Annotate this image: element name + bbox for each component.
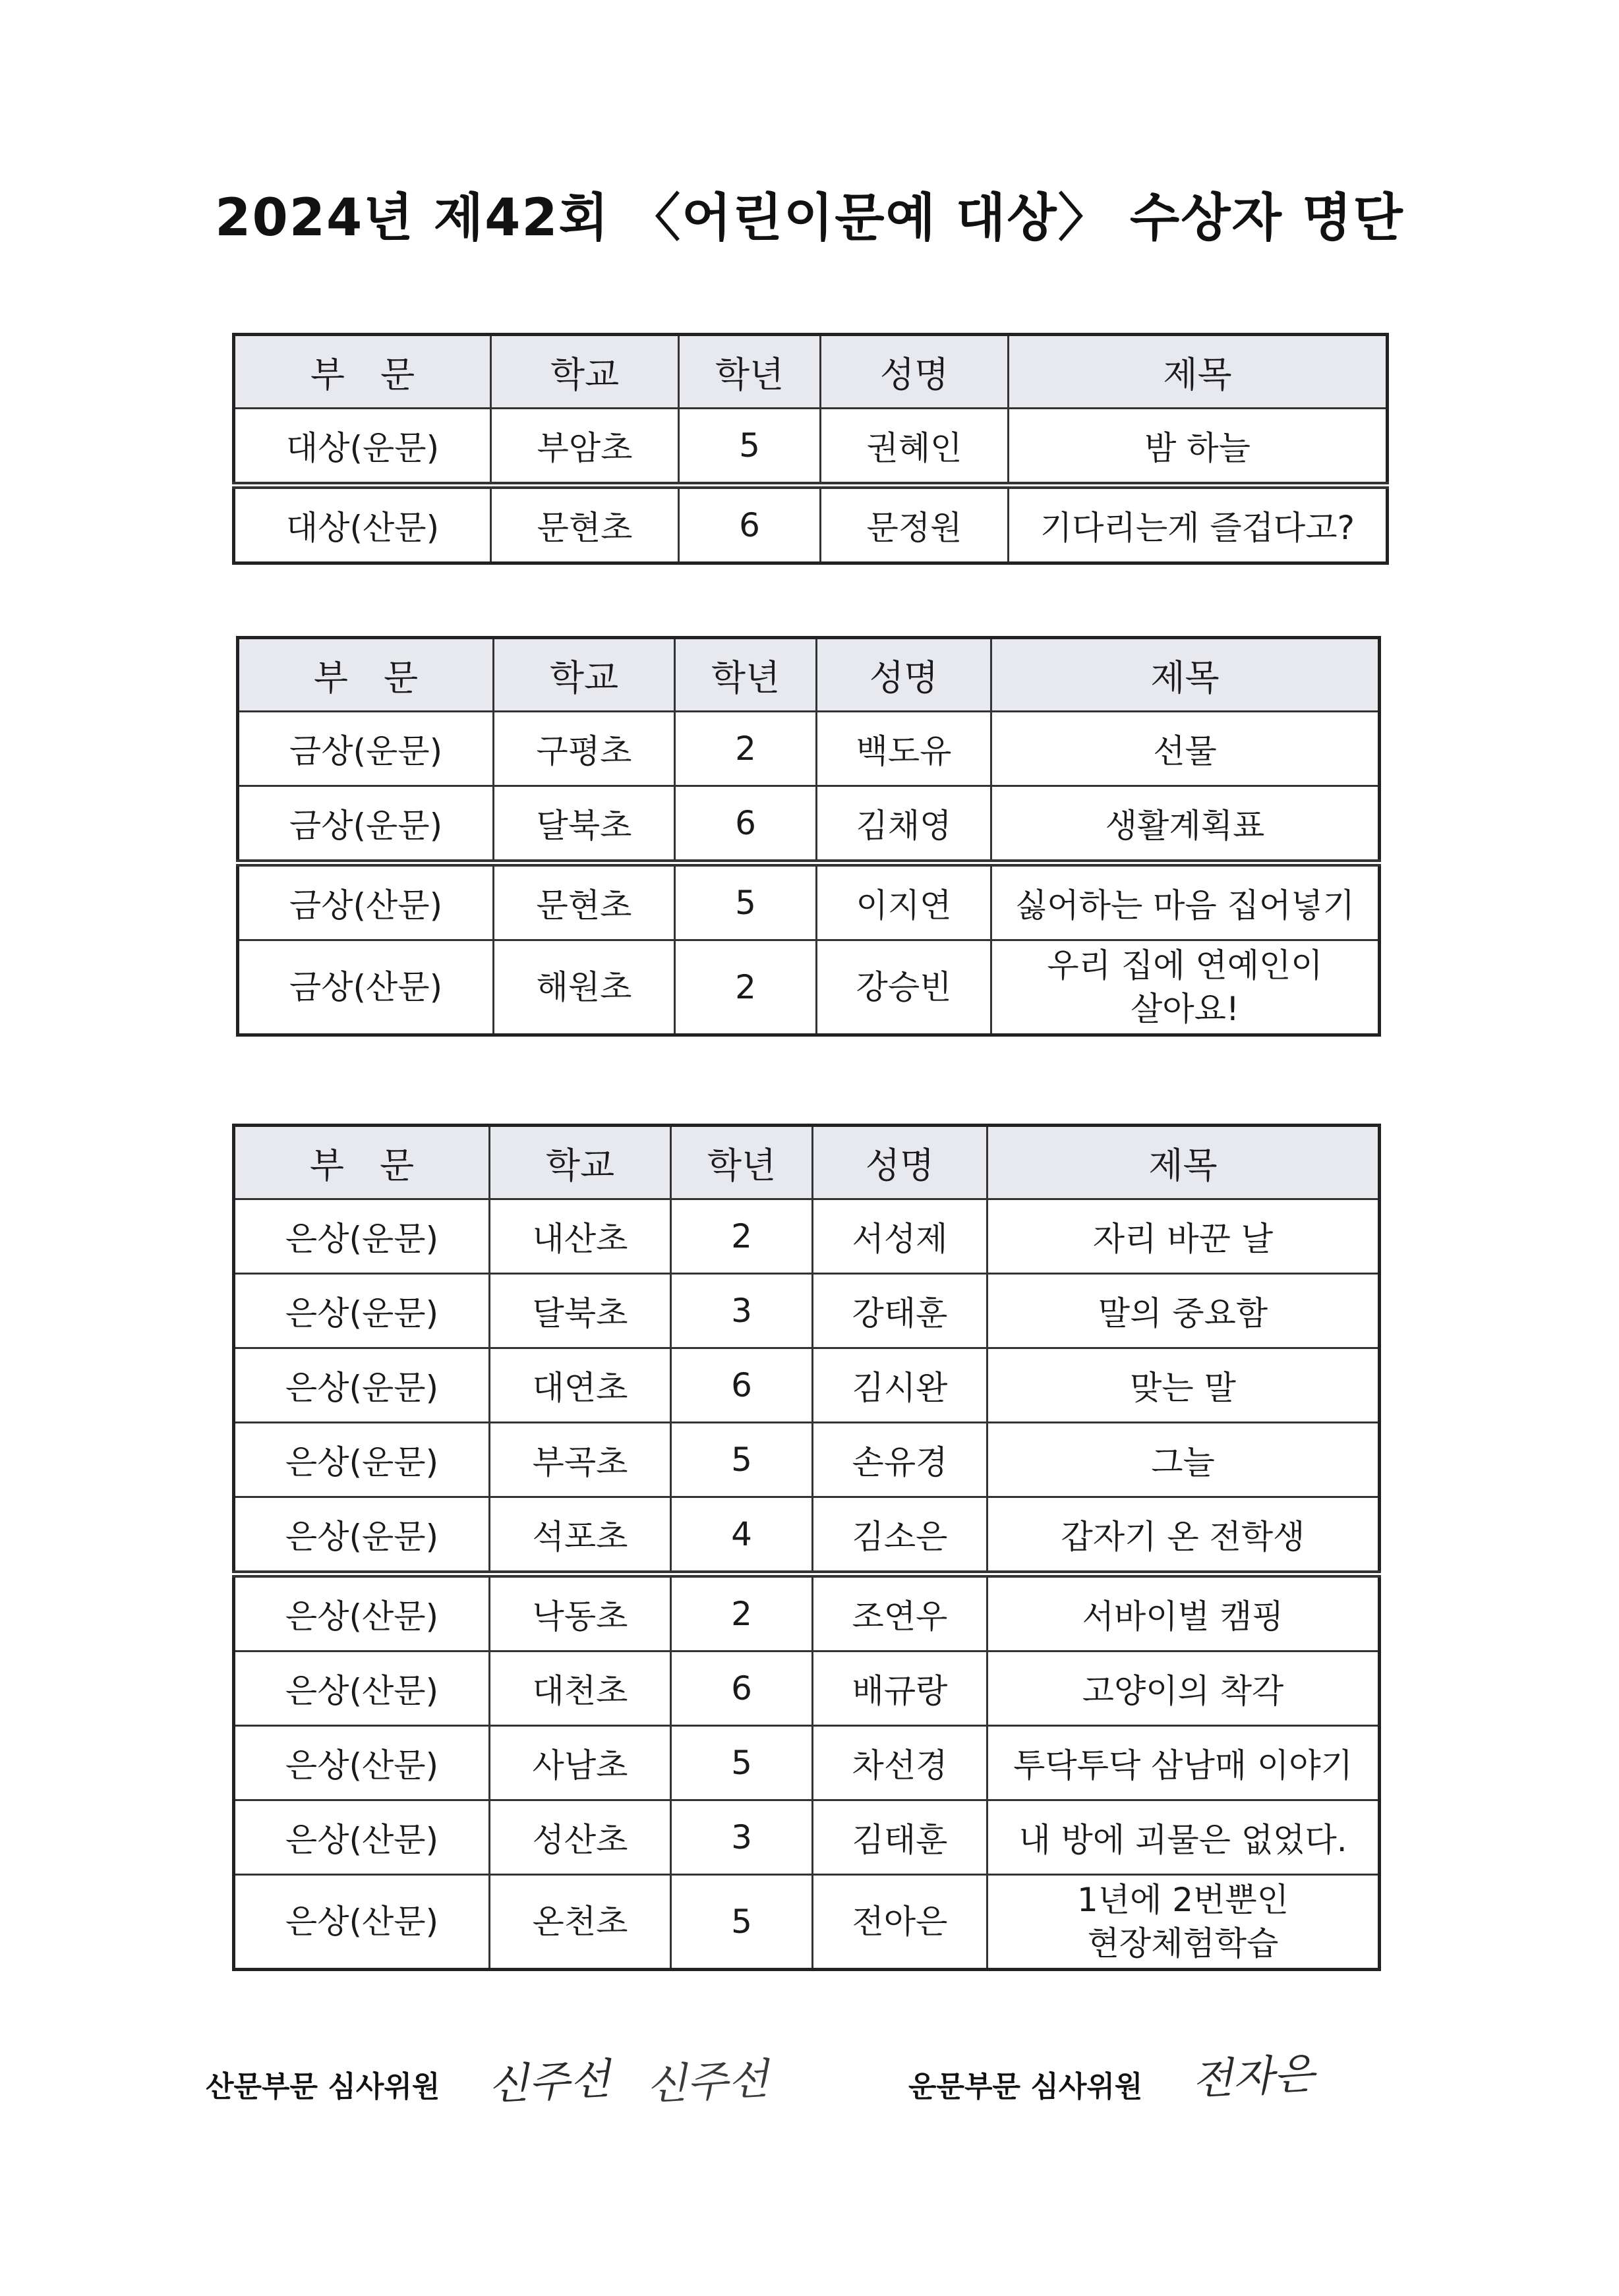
cell-grade: 5	[671, 1726, 813, 1800]
cell-name: 손유경	[813, 1423, 987, 1497]
cell-title-line: 현장체험학습	[1087, 1924, 1279, 1963]
cell-name: 서성제	[813, 1199, 987, 1274]
cell-grade: 2	[675, 940, 817, 1035]
cell-grade: 2	[675, 712, 817, 786]
cell-grade: 6	[671, 1348, 813, 1423]
cell-grade: 5	[675, 863, 817, 940]
header-school: 학교	[494, 638, 675, 712]
cell-name: 강승빈	[817, 940, 991, 1035]
table-header-row	[238, 638, 1380, 712]
cell-name: 이지연	[817, 863, 991, 940]
cell-grade: 6	[679, 486, 821, 563]
header-grade: 학년	[671, 1126, 813, 1199]
cell-title-line: 살아요!	[1131, 990, 1239, 1028]
silver-prize-table	[232, 1124, 1381, 1971]
cell-title: 생활계획표	[991, 786, 1380, 863]
cell-grade: 6	[675, 786, 817, 863]
gold-prize-table	[236, 636, 1381, 1037]
cell-school: 구평초	[494, 712, 675, 786]
table-row	[234, 1574, 1380, 1651]
cell-title: 말의 중요함	[987, 1274, 1380, 1348]
cell-name: 김시완	[813, 1348, 987, 1423]
cell-division: 금상(운문)	[238, 786, 494, 863]
header-title: 제목	[1009, 335, 1388, 409]
page-title: 2024년 제42회 〈어린이문예 대상〉 수상자 명단	[215, 188, 1404, 248]
cell-school: 문현초	[494, 863, 675, 940]
cell-division: 은상(산문)	[234, 1574, 490, 1651]
cell-grade: 6	[671, 1651, 813, 1726]
header-title: 제목	[987, 1126, 1380, 1199]
cell-grade: 5	[671, 1875, 813, 1970]
cell-school: 부곡초	[490, 1423, 671, 1497]
header-division: 부 문	[234, 335, 491, 409]
prose-judge-signature: 신주선	[486, 2055, 612, 2110]
grand-prize-table	[232, 333, 1389, 565]
cell-title: 선물	[991, 712, 1380, 786]
table-row	[238, 940, 1380, 1035]
cell-division: 은상(산문)	[234, 1726, 490, 1800]
cell-school: 부암초	[491, 409, 679, 486]
cell-division: 은상(산문)	[234, 1875, 490, 1970]
cell-school: 대천초	[490, 1651, 671, 1726]
cell-title: 고양이의 착각	[987, 1651, 1380, 1726]
cell-name: 김태훈	[813, 1800, 987, 1875]
cell-division: 금상(운문)	[238, 712, 494, 786]
cell-division: 은상(산문)	[234, 1651, 490, 1726]
cell-division: 금상(산문)	[238, 940, 494, 1035]
cell-title-line: 우리 집에 연예인이	[1047, 946, 1323, 985]
cell-title: 밤 하늘	[1009, 409, 1388, 486]
verse-judge-signature: 전자은	[1191, 2050, 1316, 2105]
table-row	[234, 1726, 1380, 1800]
table-row	[238, 863, 1380, 940]
cell-school: 온천초	[490, 1875, 671, 1970]
header-title: 제목	[991, 638, 1380, 712]
header-division: 부 문	[238, 638, 494, 712]
header-name: 성명	[813, 1126, 987, 1199]
cell-title	[987, 1875, 1380, 1970]
table-row	[238, 712, 1380, 786]
verse-judge-label: 운문부문 심사위원	[908, 2070, 1143, 2104]
header-school: 학교	[490, 1126, 671, 1199]
cell-name: 강태훈	[813, 1274, 987, 1348]
header-division: 부 문	[234, 1126, 490, 1199]
table-row	[234, 1348, 1380, 1423]
cell-title: 갑자기 온 전학생	[987, 1497, 1380, 1574]
cell-name: 차선경	[813, 1726, 987, 1800]
cell-division: 은상(운문)	[234, 1497, 490, 1574]
cell-name: 권혜인	[821, 409, 1009, 486]
cell-division: 은상(산문)	[234, 1800, 490, 1875]
cell-school: 내산초	[490, 1199, 671, 1274]
table-row	[234, 1651, 1380, 1726]
prose-judge-signature: 신주선	[645, 2055, 770, 2110]
cell-school: 낙동초	[490, 1574, 671, 1651]
cell-school: 사남초	[490, 1726, 671, 1800]
cell-name: 전아은	[813, 1875, 987, 1970]
cell-division: 은상(운문)	[234, 1199, 490, 1274]
cell-name: 김채영	[817, 786, 991, 863]
cell-division: 은상(운문)	[234, 1348, 490, 1423]
cell-division: 은상(운문)	[234, 1274, 490, 1348]
cell-school: 문현초	[491, 486, 679, 563]
prose-judge-label: 산문부문 심사위원	[206, 2070, 440, 2104]
cell-title-line: 1년에 2번뿐인	[1076, 1881, 1289, 1919]
cell-name: 백도유	[817, 712, 991, 786]
cell-division: 은상(운문)	[234, 1423, 490, 1497]
cell-grade: 5	[679, 409, 821, 486]
cell-title: 내 방에 괴물은 없었다.	[987, 1800, 1380, 1875]
cell-title: 기다리는게 즐겁다고?	[1009, 486, 1388, 563]
cell-grade: 2	[671, 1574, 813, 1651]
cell-name: 배규랑	[813, 1651, 987, 1726]
table-row	[234, 1800, 1380, 1875]
cell-school: 대연초	[490, 1348, 671, 1423]
cell-grade: 5	[671, 1423, 813, 1497]
cell-title: 맞는 말	[987, 1348, 1380, 1423]
table-row	[234, 1423, 1380, 1497]
table-row	[238, 786, 1380, 863]
cell-grade: 3	[671, 1274, 813, 1348]
cell-grade: 3	[671, 1800, 813, 1875]
cell-title	[991, 940, 1380, 1035]
table-row	[234, 1199, 1380, 1274]
table-row	[234, 1875, 1380, 1970]
header-grade: 학년	[675, 638, 817, 712]
header-name: 성명	[817, 638, 991, 712]
cell-school: 해원초	[494, 940, 675, 1035]
header-grade: 학년	[679, 335, 821, 409]
table-header-row	[234, 335, 1388, 409]
cell-title: 그늘	[987, 1423, 1380, 1497]
cell-title: 싫어하는 마음 집어넣기	[991, 863, 1380, 940]
header-school: 학교	[491, 335, 679, 409]
table-row	[234, 486, 1388, 563]
cell-school: 석포초	[490, 1497, 671, 1574]
cell-grade: 2	[671, 1199, 813, 1274]
cell-title: 서바이벌 캠핑	[987, 1574, 1380, 1651]
cell-division: 대상(운문)	[234, 409, 491, 486]
table-row	[234, 1497, 1380, 1574]
header-name: 성명	[821, 335, 1009, 409]
cell-division: 대상(산문)	[234, 486, 491, 563]
cell-school: 달북초	[494, 786, 675, 863]
cell-name: 문정원	[821, 486, 1009, 563]
cell-school: 성산초	[490, 1800, 671, 1875]
table-header-row	[234, 1126, 1380, 1199]
cell-name: 김소은	[813, 1497, 987, 1574]
table-row	[234, 1274, 1380, 1348]
cell-grade: 4	[671, 1497, 813, 1574]
cell-name: 조연우	[813, 1574, 987, 1651]
cell-title: 자리 바꾼 날	[987, 1199, 1380, 1274]
cell-division: 금상(산문)	[238, 863, 494, 940]
cell-title: 투닥투닥 삼남매 이야기	[987, 1726, 1380, 1800]
table-row	[234, 409, 1388, 486]
cell-school: 달북초	[490, 1274, 671, 1348]
